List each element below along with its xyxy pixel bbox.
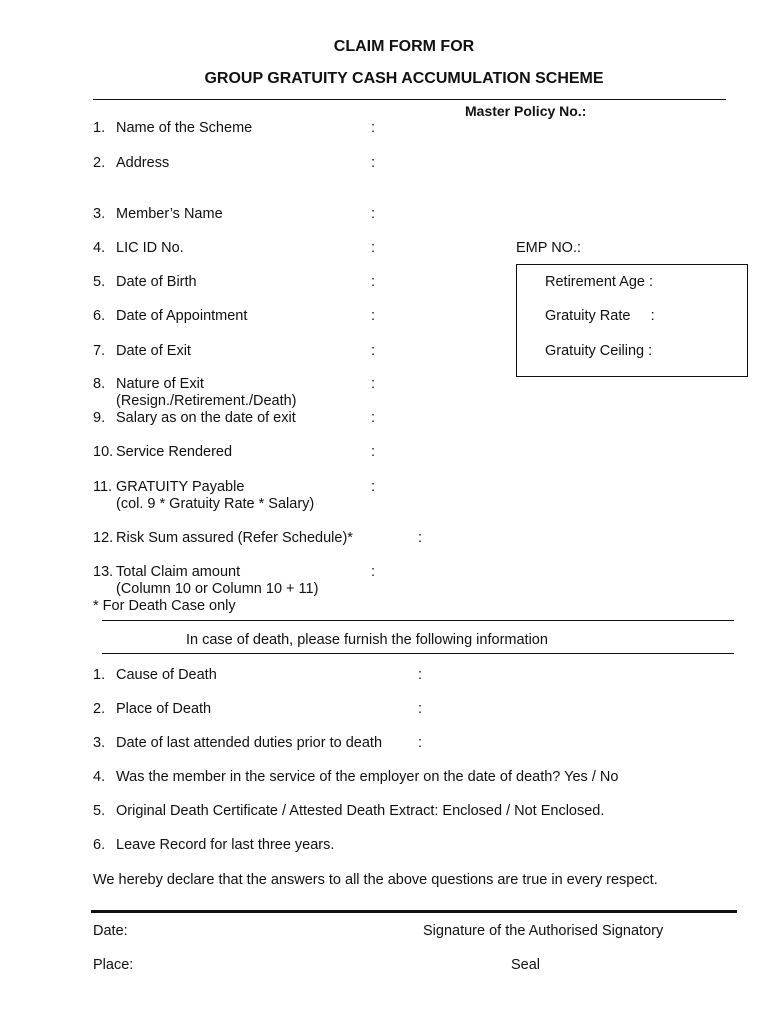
- place-label: Place:: [93, 957, 134, 973]
- seal-label: Seal: [511, 957, 541, 973]
- item-number: 6.: [93, 308, 106, 324]
- item-number: 5.: [93, 803, 106, 819]
- place-of-death-label: Place of Death: [116, 701, 212, 717]
- date-of-exit-label: Date of Exit: [116, 343, 191, 359]
- item-number: 1.: [93, 667, 106, 683]
- address-label: Address: [116, 155, 170, 171]
- footer-thick-rule: [91, 910, 737, 913]
- gratuity-payable-formula: (col. 9 * Gratuity Rate * Salary): [116, 496, 315, 512]
- master-policy-label: Master Policy No.:: [465, 103, 587, 119]
- date-of-birth-label: Date of Birth: [116, 274, 197, 290]
- death-case-note: * For Death Case only: [93, 598, 236, 614]
- death-section-header: In case of death, please furnish the following information: [186, 632, 548, 648]
- death-certificate-question: Original Death Certificate / Attested Death Extract: Enclosed / Not Enclosed.: [116, 803, 605, 819]
- colon: :: [418, 735, 423, 751]
- death-section-top-rule: [102, 620, 734, 621]
- item-number: 3.: [93, 735, 106, 751]
- title-divider: [93, 99, 726, 100]
- colon: :: [371, 206, 376, 222]
- declaration-text: We hereby declare that the answers to all the above questions are true in every respect.: [93, 872, 658, 888]
- colon: :: [371, 444, 376, 460]
- item-number: 1.: [93, 120, 106, 136]
- colon: :: [418, 530, 423, 546]
- colon: :: [418, 701, 423, 717]
- gratuity-rate-label: Gratuity Rate :: [545, 308, 655, 324]
- in-service-question: Was the member in the service of the employer on the date of death? Yes / No: [116, 769, 619, 785]
- form-title: CLAIM FORM FOR: [333, 38, 475, 55]
- form-subtitle: GROUP GRATUITY CASH ACCUMULATION SCHEME: [204, 70, 604, 87]
- item-number: 6.: [93, 837, 106, 853]
- item-number: 2.: [93, 701, 106, 717]
- item-number: 12.: [93, 530, 114, 546]
- date-label: Date:: [93, 923, 128, 939]
- colon: :: [371, 343, 376, 359]
- item-number: 13.: [93, 564, 114, 580]
- member-name-label: Member’s Name: [116, 206, 223, 222]
- item-number: 2.: [93, 155, 106, 171]
- scheme-name-label: Name of the Scheme: [116, 120, 253, 136]
- colon: :: [371, 564, 376, 580]
- leave-record-label: Leave Record for last three years.: [116, 837, 335, 853]
- signature-label: Signature of the Authorised Signatory: [423, 923, 664, 939]
- colon: :: [371, 479, 376, 495]
- colon: :: [418, 667, 423, 683]
- item-number: 11.: [93, 479, 113, 495]
- nature-of-exit-options: (Resign./Retirement./Death): [116, 393, 297, 409]
- gratuity-ceiling-label: Gratuity Ceiling :: [545, 343, 653, 359]
- nature-of-exit-label: Nature of Exit: [116, 376, 204, 392]
- colon: :: [371, 240, 376, 256]
- colon: :: [371, 376, 376, 392]
- service-rendered-label: Service Rendered: [116, 444, 233, 460]
- item-number: 5.: [93, 274, 106, 290]
- item-number: 7.: [93, 343, 106, 359]
- colon: :: [371, 274, 376, 290]
- item-number: 3.: [93, 206, 106, 222]
- colon: :: [371, 155, 376, 171]
- total-claim-label: Total Claim amount: [116, 564, 241, 580]
- salary-label: Salary as on the date of exit: [116, 410, 296, 426]
- emp-no-label: EMP NO.:: [516, 240, 581, 256]
- item-number: 8.: [93, 376, 106, 392]
- colon: :: [371, 308, 376, 324]
- lic-id-label: LIC ID No.: [116, 240, 184, 256]
- item-number: 9.: [93, 410, 106, 426]
- death-section-bottom-rule: [102, 653, 734, 654]
- total-claim-formula: (Column 10 or Column 10 + 11): [116, 581, 319, 597]
- colon: :: [371, 410, 376, 426]
- item-number: 4.: [93, 769, 106, 785]
- gratuity-payable-label: GRATUITY Payable: [116, 479, 245, 495]
- date-of-appointment-label: Date of Appointment: [116, 308, 248, 324]
- item-number: 10.: [93, 444, 114, 460]
- item-number: 4.: [93, 240, 106, 256]
- retirement-age-label: Retirement Age :: [545, 274, 653, 290]
- risk-sum-label: Risk Sum assured (Refer Schedule)*: [116, 530, 353, 546]
- last-duties-label: Date of last attended duties prior to death: [116, 735, 383, 751]
- cause-of-death-label: Cause of Death: [116, 667, 217, 683]
- colon: :: [371, 120, 376, 136]
